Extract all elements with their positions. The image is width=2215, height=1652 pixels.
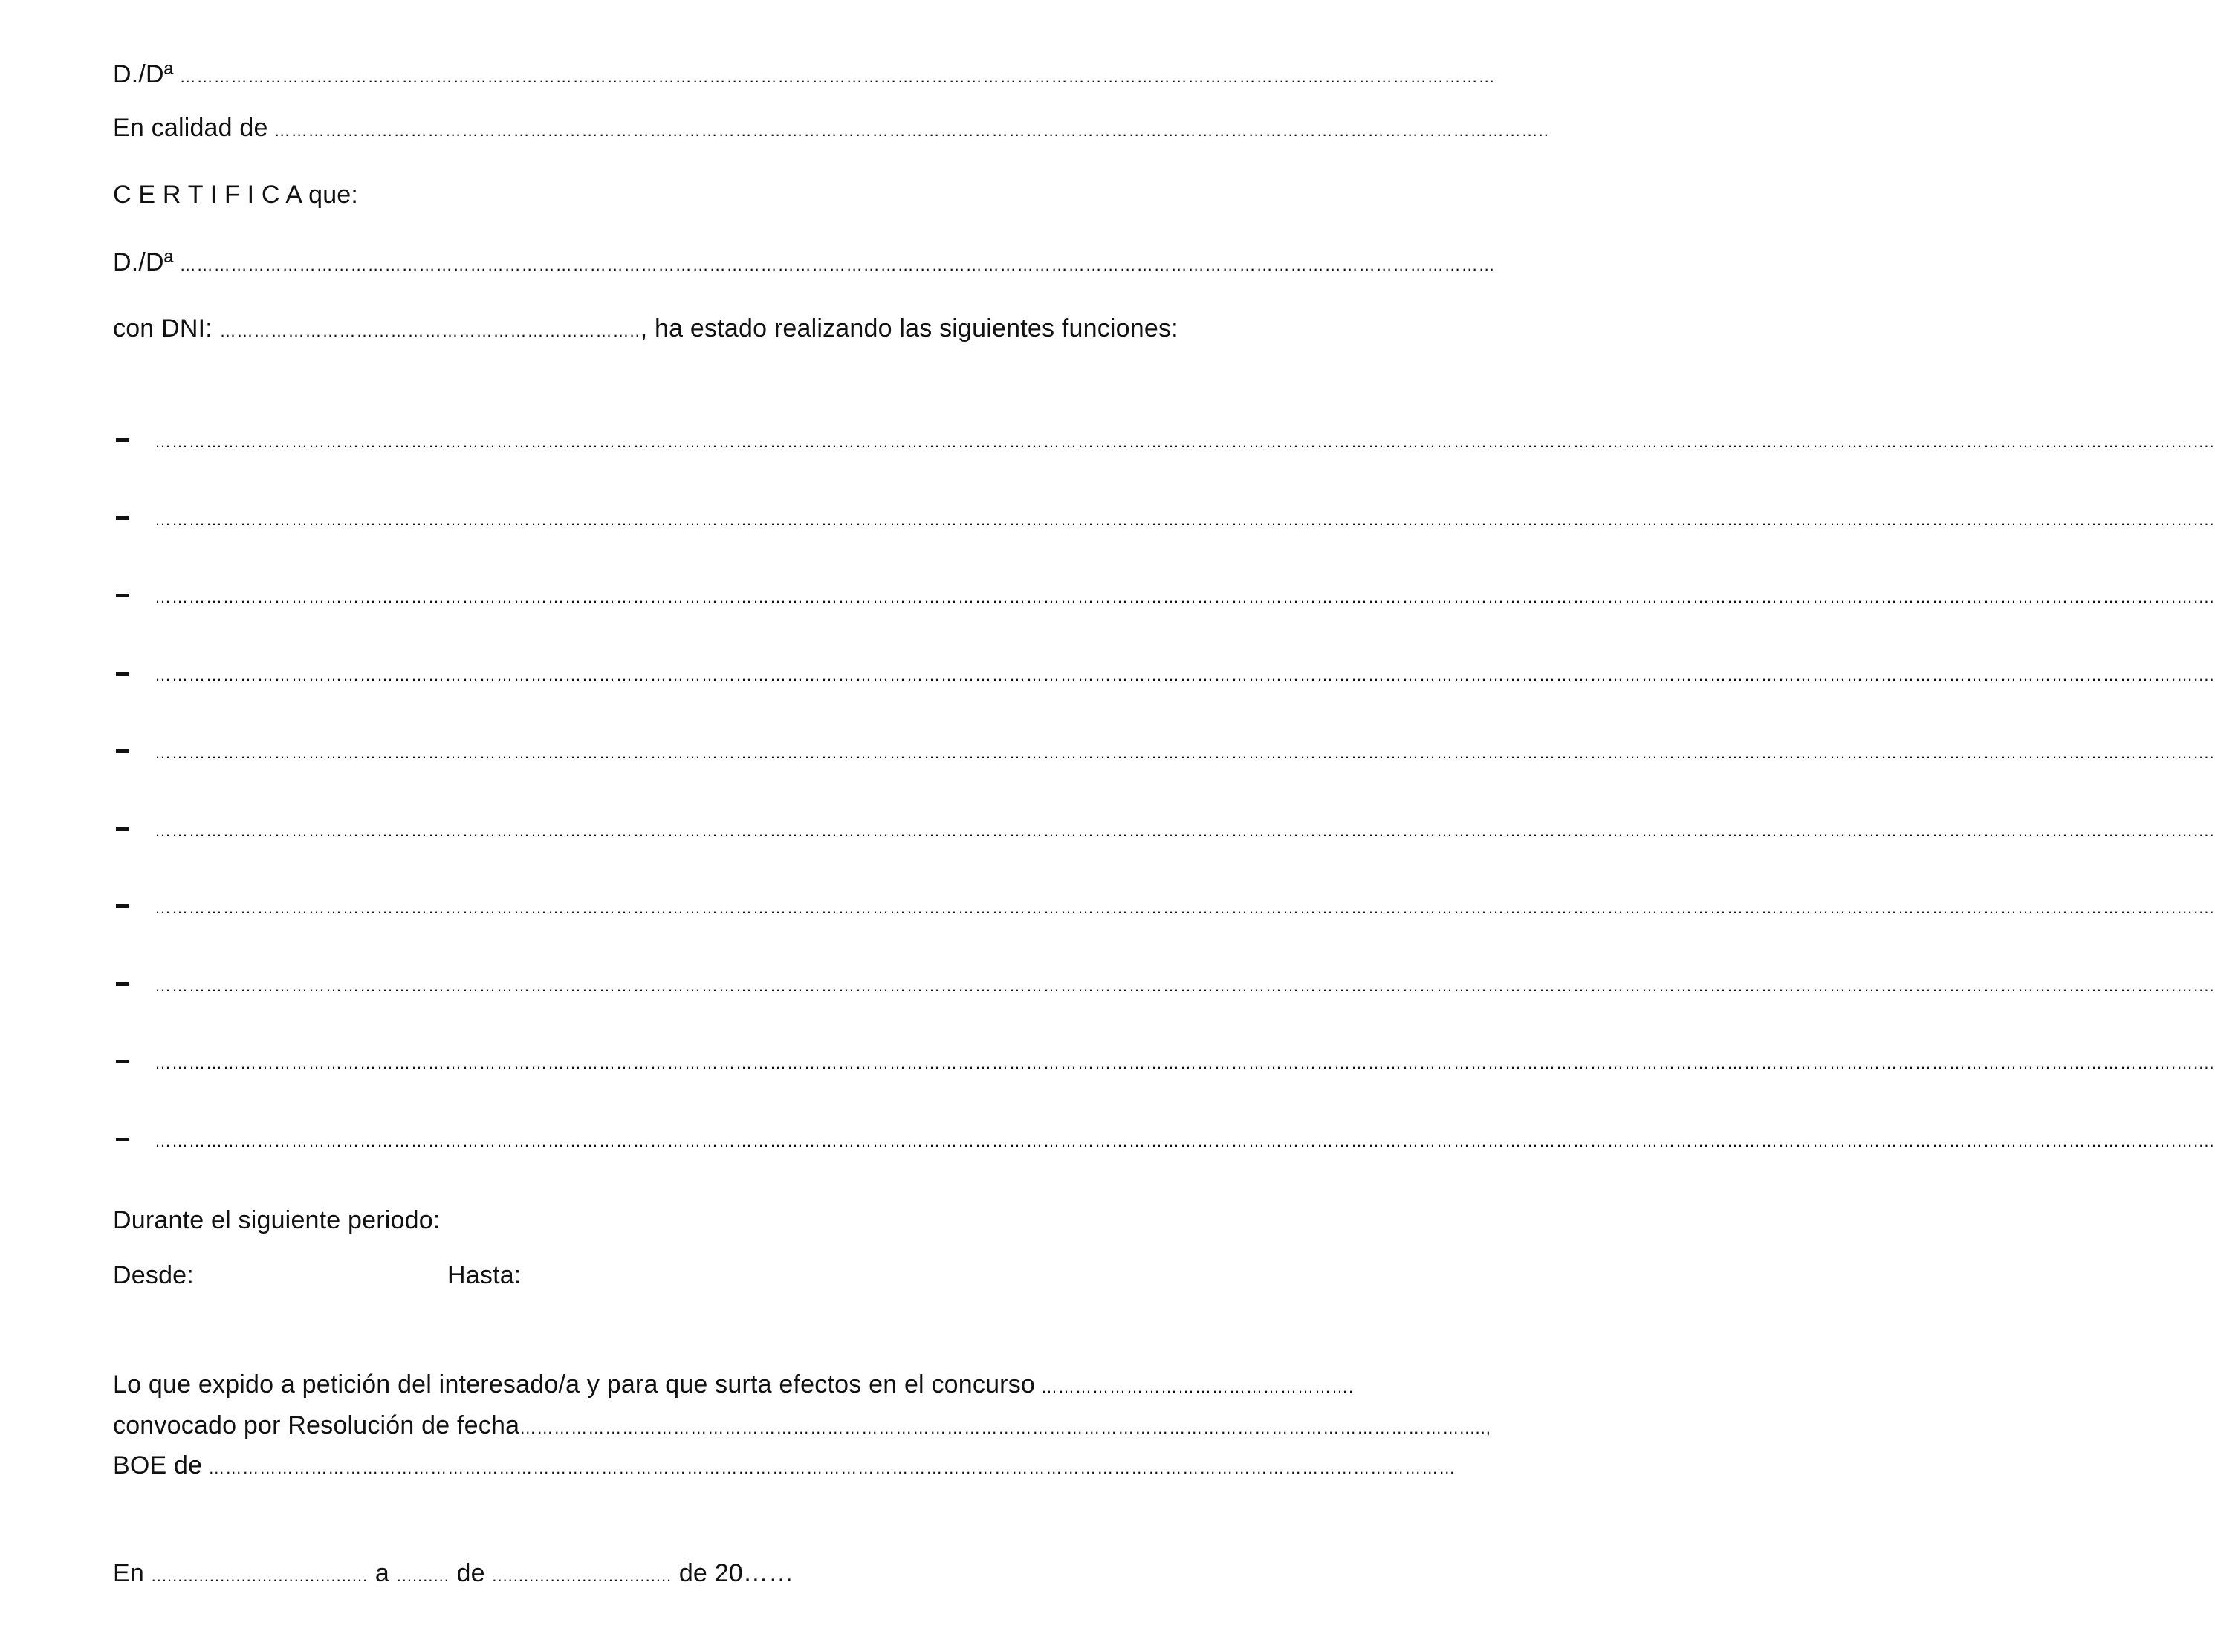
dd-fill-dots[interactable]: …………………………………………………………………………………………………………………………………………………………………………………………………………… xyxy=(179,256,1496,274)
function-fill-dots[interactable]: ………………………………………………………………………………………………………………………………………………………………………………………………………………………………………………………………………………………………………………………….….... xyxy=(155,1054,2215,1072)
closing-line-3 xyxy=(113,1451,1456,1483)
calidad-label: En calidad de xyxy=(113,114,268,142)
dni-line xyxy=(113,314,1178,346)
function-fill-dots[interactable]: ………………………………………………………………………………………………………………………………………………………………………………………………………………………………………………………………………………………………………………………….….... xyxy=(155,511,2215,529)
calidad-line xyxy=(113,113,1549,146)
certifica-heading: C E R T I F I C A que: xyxy=(113,181,359,209)
bullet-dash-icon xyxy=(116,672,129,676)
function-fill-dots[interactable]: ………………………………………………………………………………………………………………………………………………………………………………………………………………………………………………………………………………………………………………………….….... xyxy=(155,588,2215,606)
de-label: de xyxy=(456,1559,485,1587)
function-fill-dots[interactable]: ………………………………………………………………………………………………………………………………………………………………………………………………………………………………………………………………………………………………………………………….….... xyxy=(155,976,2215,995)
function-row xyxy=(113,1046,2215,1076)
function-row xyxy=(113,736,2215,765)
dni-suffix: , ha estado realizando las siguientes funciones: xyxy=(640,314,1178,343)
en-label: En xyxy=(113,1559,144,1587)
function-row xyxy=(113,814,2215,843)
function-fill-dots[interactable]: ………………………………………………………………………………………………………………………………………………………………………………………………………………………………………………………………………………………………………………………….….... xyxy=(155,1132,2215,1150)
dni-fill-dots[interactable]: ……………………………………………………………….. xyxy=(219,322,640,340)
bullet-dash-icon xyxy=(116,594,129,597)
function-row xyxy=(113,503,2215,533)
function-row xyxy=(113,969,2215,999)
function-row xyxy=(113,425,2215,455)
day-fill-dots[interactable]: .......... xyxy=(396,1567,450,1585)
dd-fill-dots[interactable]: …………………………………………………………………………………………………………………………………………………………………………………………………………… xyxy=(179,68,1496,86)
hasta-label: Hasta: xyxy=(447,1261,522,1289)
function-row xyxy=(113,580,2215,610)
period-title: Durante el siguiente periodo: xyxy=(113,1206,441,1234)
month-fill-dots[interactable]: .................................. xyxy=(492,1567,672,1585)
function-fill-dots[interactable]: ………………………………………………………………………………………………………………………………………………………………………………………………………………………………………………………………………………………………………………………….….... xyxy=(155,433,2215,451)
bullet-dash-icon xyxy=(116,438,129,442)
bullet-dash-icon xyxy=(116,749,129,753)
dd-label: D./Dª xyxy=(113,60,174,88)
calidad-fill-dots[interactable]: …………………………………………………………………………………………………………………………………………………………………………………………………….. xyxy=(273,121,1549,140)
function-fill-dots[interactable]: ………………………………………………………………………………………………………………………………………………………………………………………………………………………………………………………………………………………………………………………….….... xyxy=(155,821,2215,840)
bullet-dash-icon xyxy=(116,1138,129,1141)
fecha-fill-dots[interactable]: …………………………………………………………………………………………………………………………………………………....., xyxy=(519,1419,1491,1437)
function-fill-dots[interactable]: ………………………………………………………………………………………………………………………………………………………………………………………………………………………………………………………………………………………………………………………….….... xyxy=(155,666,2215,684)
function-row xyxy=(113,1124,2215,1154)
closing-text-2: convocado por Resolución de fecha xyxy=(113,1411,520,1439)
bullet-dash-icon xyxy=(116,904,129,908)
concurso-fill-dots[interactable]: ………………………………………………. xyxy=(1041,1378,1355,1396)
closing-text-1: Lo que expido a petición del interesado/a y para que surta efectos en el concurso xyxy=(113,1370,1036,1399)
dni-label: con DNI: xyxy=(113,314,213,343)
boe-fill-dots[interactable]: ………………………………………………………………………………………………………………………………………………………………………………………………… xyxy=(208,1459,1456,1477)
dd-line-2 xyxy=(113,247,1496,280)
bullet-dash-icon xyxy=(116,827,129,831)
bullet-dash-icon xyxy=(116,982,129,986)
function-row xyxy=(113,658,2215,688)
dd-line-1 xyxy=(113,59,1496,92)
place-fill-dots[interactable]: ......................................... xyxy=(151,1567,369,1585)
a-label: a xyxy=(374,1559,390,1587)
bullet-dash-icon xyxy=(116,516,129,520)
dd-label: D./Dª xyxy=(113,248,174,276)
function-fill-dots[interactable]: ………………………………………………………………………………………………………………………………………………………………………………………………………………………………………………………………………………………………………………………….….... xyxy=(155,898,2215,917)
closing-text-3: BOE de xyxy=(113,1451,203,1480)
function-row xyxy=(113,891,2215,921)
closing-line-2 xyxy=(113,1410,1491,1443)
place-date-line xyxy=(113,1558,794,1591)
year-label: de 20…… xyxy=(678,1559,794,1587)
desde-label: Desde: xyxy=(113,1261,194,1289)
function-fill-dots[interactable]: ………………………………………………………………………………………………………………………………………………………………………………………………………………………………………………………………………………………………………………………….….... xyxy=(155,743,2215,762)
bullet-dash-icon xyxy=(116,1060,129,1063)
closing-line-1 xyxy=(113,1370,1443,1402)
